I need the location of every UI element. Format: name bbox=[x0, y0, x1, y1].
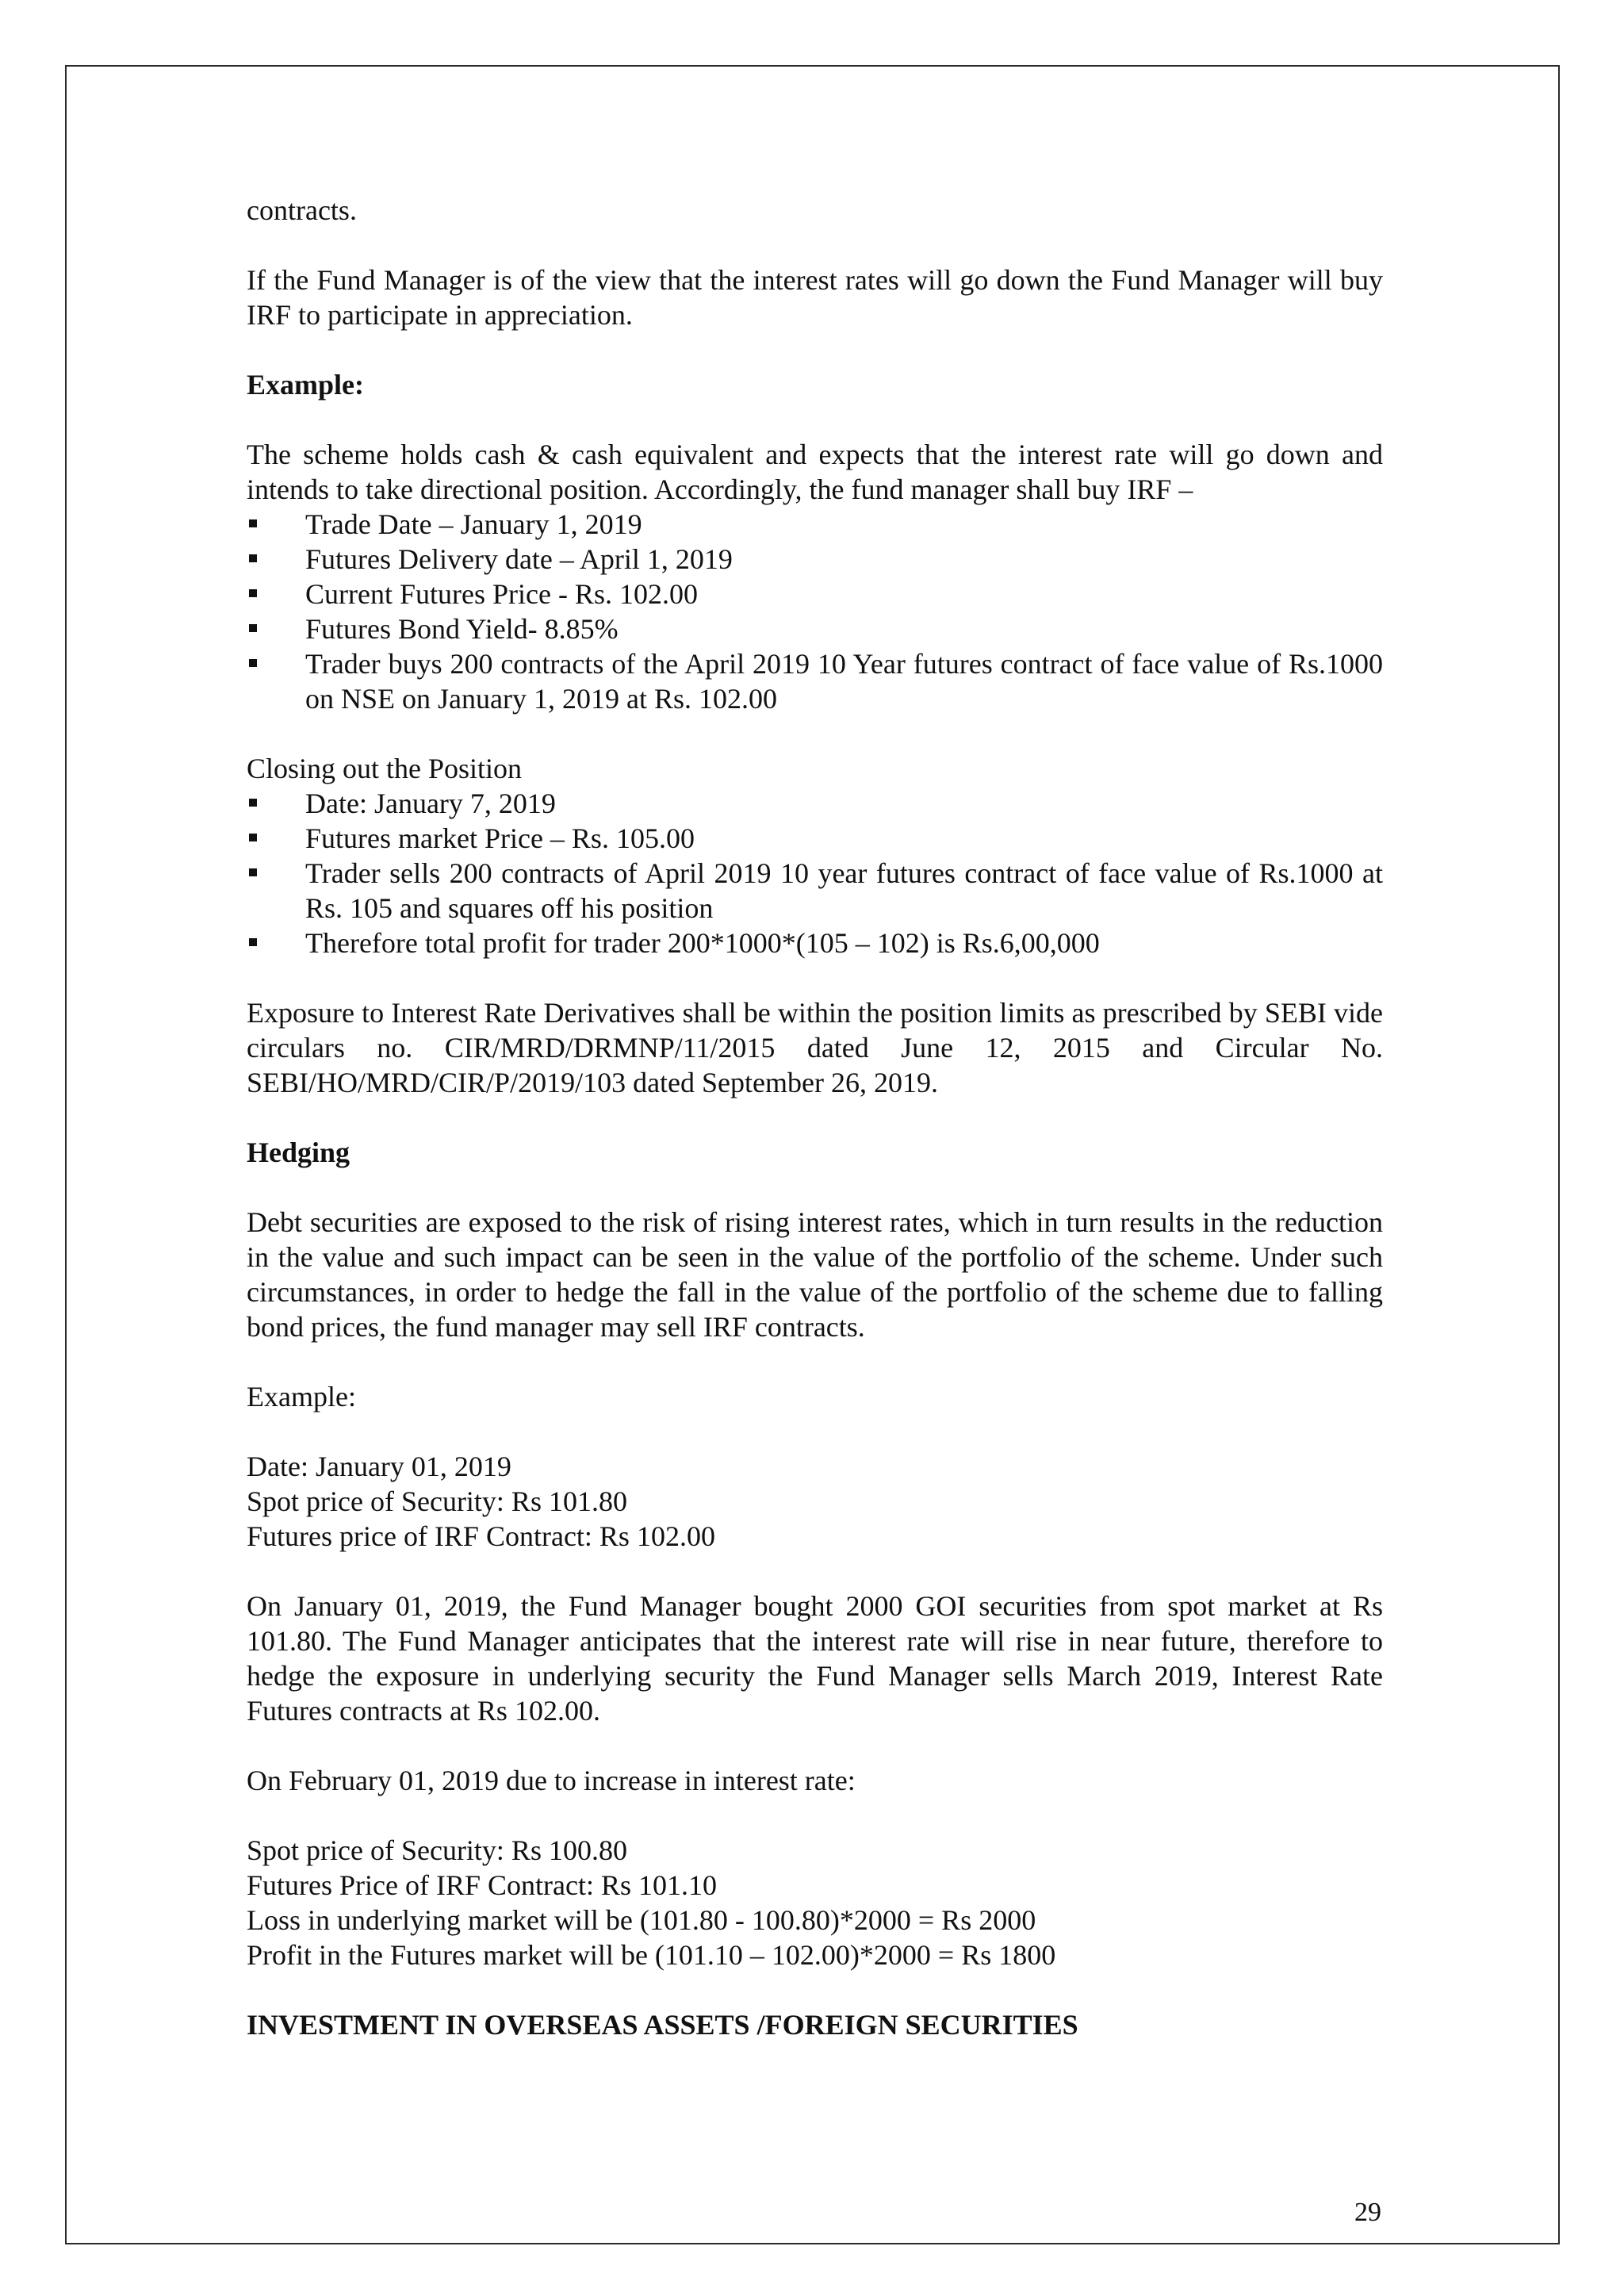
example-heading: Example: bbox=[247, 369, 364, 401]
example-intro-paragraph: The scheme holds cash & cash equivalent and expects that the interest rate will go down and intends to take directional position. Accordingly, the fund manager shall buy IRF – bbox=[247, 439, 1383, 505]
list-item bbox=[247, 507, 1383, 542]
exposure-paragraph: Exposure to Interest Rate Derivatives shall be within the position limits as prescribed by SEBI vide circulars no. CIR/MRD/DRMNP/11/2015 dated June 12, 2015 and Circular No. SEBI/HO/MRD/CIR/P/2019/103 dated September 26, 2019. bbox=[247, 997, 1383, 1098]
list-item bbox=[247, 821, 1383, 856]
february-line: On February 01, 2019 due to increase in interest rate: bbox=[247, 1765, 856, 1796]
square-bullet-icon bbox=[249, 938, 257, 946]
list-item-text: Trade Date – January 1, 2019 bbox=[305, 508, 642, 540]
list-item-text: Date: January 7, 2019 bbox=[305, 788, 556, 819]
list-item bbox=[247, 577, 1383, 611]
list-item bbox=[247, 926, 1383, 960]
list-item-text: Trader sells 200 contracts of April 2019 10 year futures contract of face value of Rs.1000 at Rs. 105 and squares off his position bbox=[305, 857, 1383, 924]
square-bullet-icon bbox=[249, 834, 257, 841]
hedging-heading: Hedging bbox=[247, 1137, 350, 1168]
result-futures-price-line: Futures Price of IRF Contract: Rs 101.10 bbox=[247, 1869, 717, 1901]
square-bullet-icon bbox=[249, 519, 257, 527]
list-item-text: Futures market Price – Rs. 105.00 bbox=[305, 822, 695, 854]
list-item bbox=[247, 646, 1383, 716]
square-bullet-icon bbox=[249, 554, 257, 562]
list-item bbox=[247, 611, 1383, 646]
result-spot-price-line: Spot price of Security: Rs 100.80 bbox=[247, 1834, 627, 1866]
square-bullet-icon bbox=[249, 659, 257, 667]
fund-manager-view-paragraph: If the Fund Manager is of the view that the interest rates will go down the Fund Manager will buy IRF to participate in appreciation. bbox=[247, 264, 1383, 331]
closing-bullet-list bbox=[247, 786, 1383, 960]
list-item-text: Therefore total profit for trader 200*1000*(105 – 102) is Rs.6,00,000 bbox=[305, 927, 1100, 959]
square-bullet-icon bbox=[249, 799, 257, 807]
closing-position-heading: Closing out the Position bbox=[247, 753, 523, 784]
list-item-text: Futures Bond Yield- 8.85% bbox=[305, 613, 619, 645]
document-body bbox=[247, 193, 1383, 2042]
purchase-paragraph: On January 01, 2019, the Fund Manager bought 2000 GOI securities from spot market at Rs 101.80. The Fund Manager anticipates that the interest rate will rise in near future, therefore to hedge the exposure in underlying security the Fund Manager sells March 2019, Interest Rate Futures contracts at Rs 102.00. bbox=[247, 1590, 1383, 1727]
square-bullet-icon bbox=[249, 589, 257, 597]
contracts-line: contracts. bbox=[247, 194, 357, 226]
page-number: 29 bbox=[1354, 2198, 1381, 2227]
result-loss-line: Loss in underlying market will be (101.80 - 100.80)*2000 = Rs 2000 bbox=[247, 1904, 1036, 1936]
list-item bbox=[247, 856, 1383, 926]
list-item bbox=[247, 542, 1383, 577]
list-item-text: Trader buys 200 contracts of the April 2019 10 Year futures contract of face value of Rs.1000 on NSE on January 1, 2019 at Rs. 102.00 bbox=[305, 648, 1383, 715]
overseas-investment-heading: INVESTMENT IN OVERSEAS ASSETS /FOREIGN SECURITIES bbox=[247, 2009, 1078, 2041]
hedging-futures-price-line: Futures price of IRF Contract: Rs 102.00 bbox=[247, 1520, 715, 1552]
square-bullet-icon bbox=[249, 868, 257, 876]
example-bullet-list bbox=[247, 507, 1383, 716]
result-profit-line: Profit in the Futures market will be (101.10 – 102.00)*2000 = Rs 1800 bbox=[247, 1939, 1056, 1971]
hedging-paragraph: Debt securities are exposed to the risk of rising interest rates, which in turn results in the reduction in the value and such impact can be seen in the value of the portfolio of the scheme. Under such circumstances, in order to hedge the fall in the value of the portfolio of the scheme due to falling bond prices, the fund manager may sell IRF contracts. bbox=[247, 1206, 1383, 1343]
list-item-text: Current Futures Price - Rs. 102.00 bbox=[305, 578, 698, 610]
list-item bbox=[247, 786, 1383, 821]
hedging-example-label: Example: bbox=[247, 1381, 356, 1412]
list-item-text: Futures Delivery date – April 1, 2019 bbox=[305, 543, 733, 575]
hedging-spot-price-line: Spot price of Security: Rs 101.80 bbox=[247, 1485, 627, 1517]
square-bullet-icon bbox=[249, 624, 257, 632]
hedging-date-line: Date: January 01, 2019 bbox=[247, 1451, 511, 1482]
